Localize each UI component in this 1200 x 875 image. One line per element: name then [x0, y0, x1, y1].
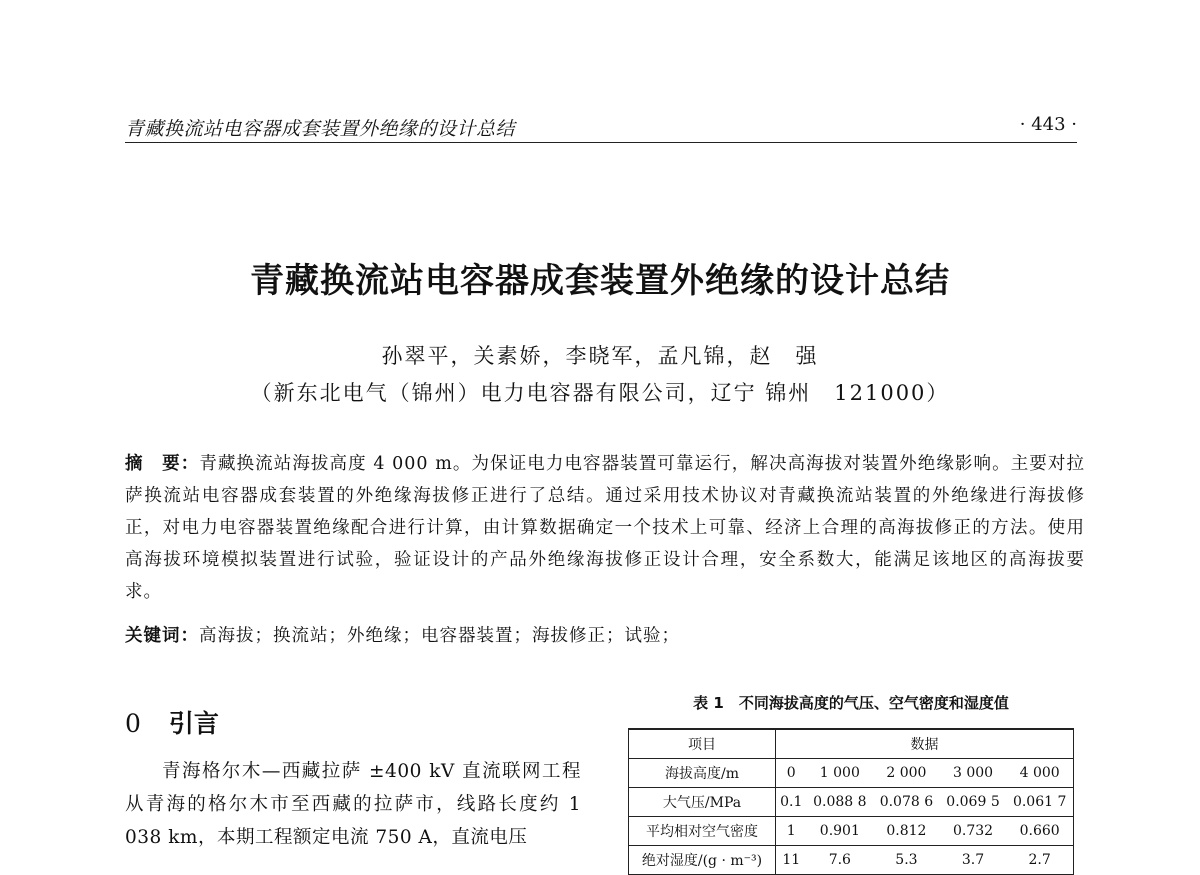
- data-table-wrapper: [628, 728, 1074, 875]
- running-header: [125, 108, 1077, 143]
- section-title: 引言: [168, 709, 219, 738]
- table-cell: 0.660: [1006, 817, 1073, 846]
- affiliation: （新东北电气（锦州）电力电容器有限公司，辽宁 锦州 121000）: [250, 381, 950, 405]
- table-cell: 0.1: [776, 788, 807, 817]
- data-table: [628, 728, 1074, 875]
- table-cell: 0.078 6: [873, 788, 940, 817]
- table-cell: 1 000: [807, 759, 874, 788]
- header-item: 项目: [629, 729, 776, 759]
- keywords: [125, 622, 1085, 647]
- abstract-text: 青藏换流站海拔高度 4 000 m。为保证电力电容器装置可靠运行，解决高海拔对装置外绝缘影响。主要对拉萨换流站电容器成套装置的外绝缘海拔修正进行了总结。通过采用技术协议对青藏换流站装置的外绝缘进行海拔修正，对电力电容器装置绝缘配合进行计算，由计算数据确定一个技术上可靠、经济上合理的高海拔修正的方法。使用高海拔环境模拟装置进行试验，验证设计的产品外绝缘海拔修正设计合理，安全系数大，能满足该地区的高海拔要求。: [125, 454, 1085, 602]
- author-list: 孙翠平，关素娇，李晓军，孟凡锦，赵 强: [381, 344, 819, 368]
- table-caption: 表 1 不同海拔高度的气压、空气密度和湿度值: [693, 694, 1009, 712]
- table-cell: 3.7: [940, 846, 1007, 875]
- row-label: 海拔高度/m: [629, 759, 776, 788]
- table-cell: 5.3: [873, 846, 940, 875]
- section-heading: [125, 704, 219, 740]
- table-cell: 0.088 8: [807, 788, 874, 817]
- table-cell: 0: [776, 759, 807, 788]
- table-cell: 11: [776, 846, 807, 875]
- row-label: 平均相对空气密度: [629, 817, 776, 846]
- page-number: · 443 ·: [1019, 114, 1077, 135]
- abstract: [125, 448, 1085, 608]
- table-cell: 0.069 5: [940, 788, 1007, 817]
- table-cell: 2.7: [1006, 846, 1073, 875]
- table-cell: 2 000: [873, 759, 940, 788]
- row-label: 绝对湿度/(g · m⁻³): [629, 846, 776, 875]
- article-title: 青藏换流站电容器成套装置外绝缘的设计总结: [250, 261, 950, 301]
- table-row: [629, 788, 1074, 817]
- table-cell: 1: [776, 817, 807, 846]
- intro-paragraph: 青海格尔木—西藏拉萨 ±400 kV 直流联网工程从青海的格尔木市至西藏的拉萨市，线路长度约 1 038 km，本期工程额定电流 750 A，直流电压: [125, 761, 581, 848]
- table-row: [629, 846, 1074, 875]
- keywords-text: 高海拔；换流站；外绝缘；电容器装置；海拔修正；试验；: [199, 626, 680, 646]
- section-number: 0: [125, 709, 141, 738]
- table-cell: 7.6: [807, 846, 874, 875]
- header-data: 数据: [776, 729, 1074, 759]
- table-cell: 3 000: [940, 759, 1007, 788]
- table-cell: 0.812: [873, 817, 940, 846]
- intro-body: [125, 755, 581, 854]
- table-cell: 0.901: [807, 817, 874, 846]
- abstract-label: 摘 要：: [125, 454, 200, 474]
- running-title: 青藏换流站电容器成套装置外绝缘的设计总结: [125, 118, 516, 140]
- table-header-row: [629, 729, 1074, 759]
- table-cell: 0.061 7: [1006, 788, 1073, 817]
- row-label: 大气压/MPa: [629, 788, 776, 817]
- table-cell: 4 000: [1006, 759, 1073, 788]
- table-row: [629, 817, 1074, 846]
- keywords-label: 关键词：: [125, 626, 199, 646]
- table-row: [629, 759, 1074, 788]
- table-cell: 0.732: [940, 817, 1007, 846]
